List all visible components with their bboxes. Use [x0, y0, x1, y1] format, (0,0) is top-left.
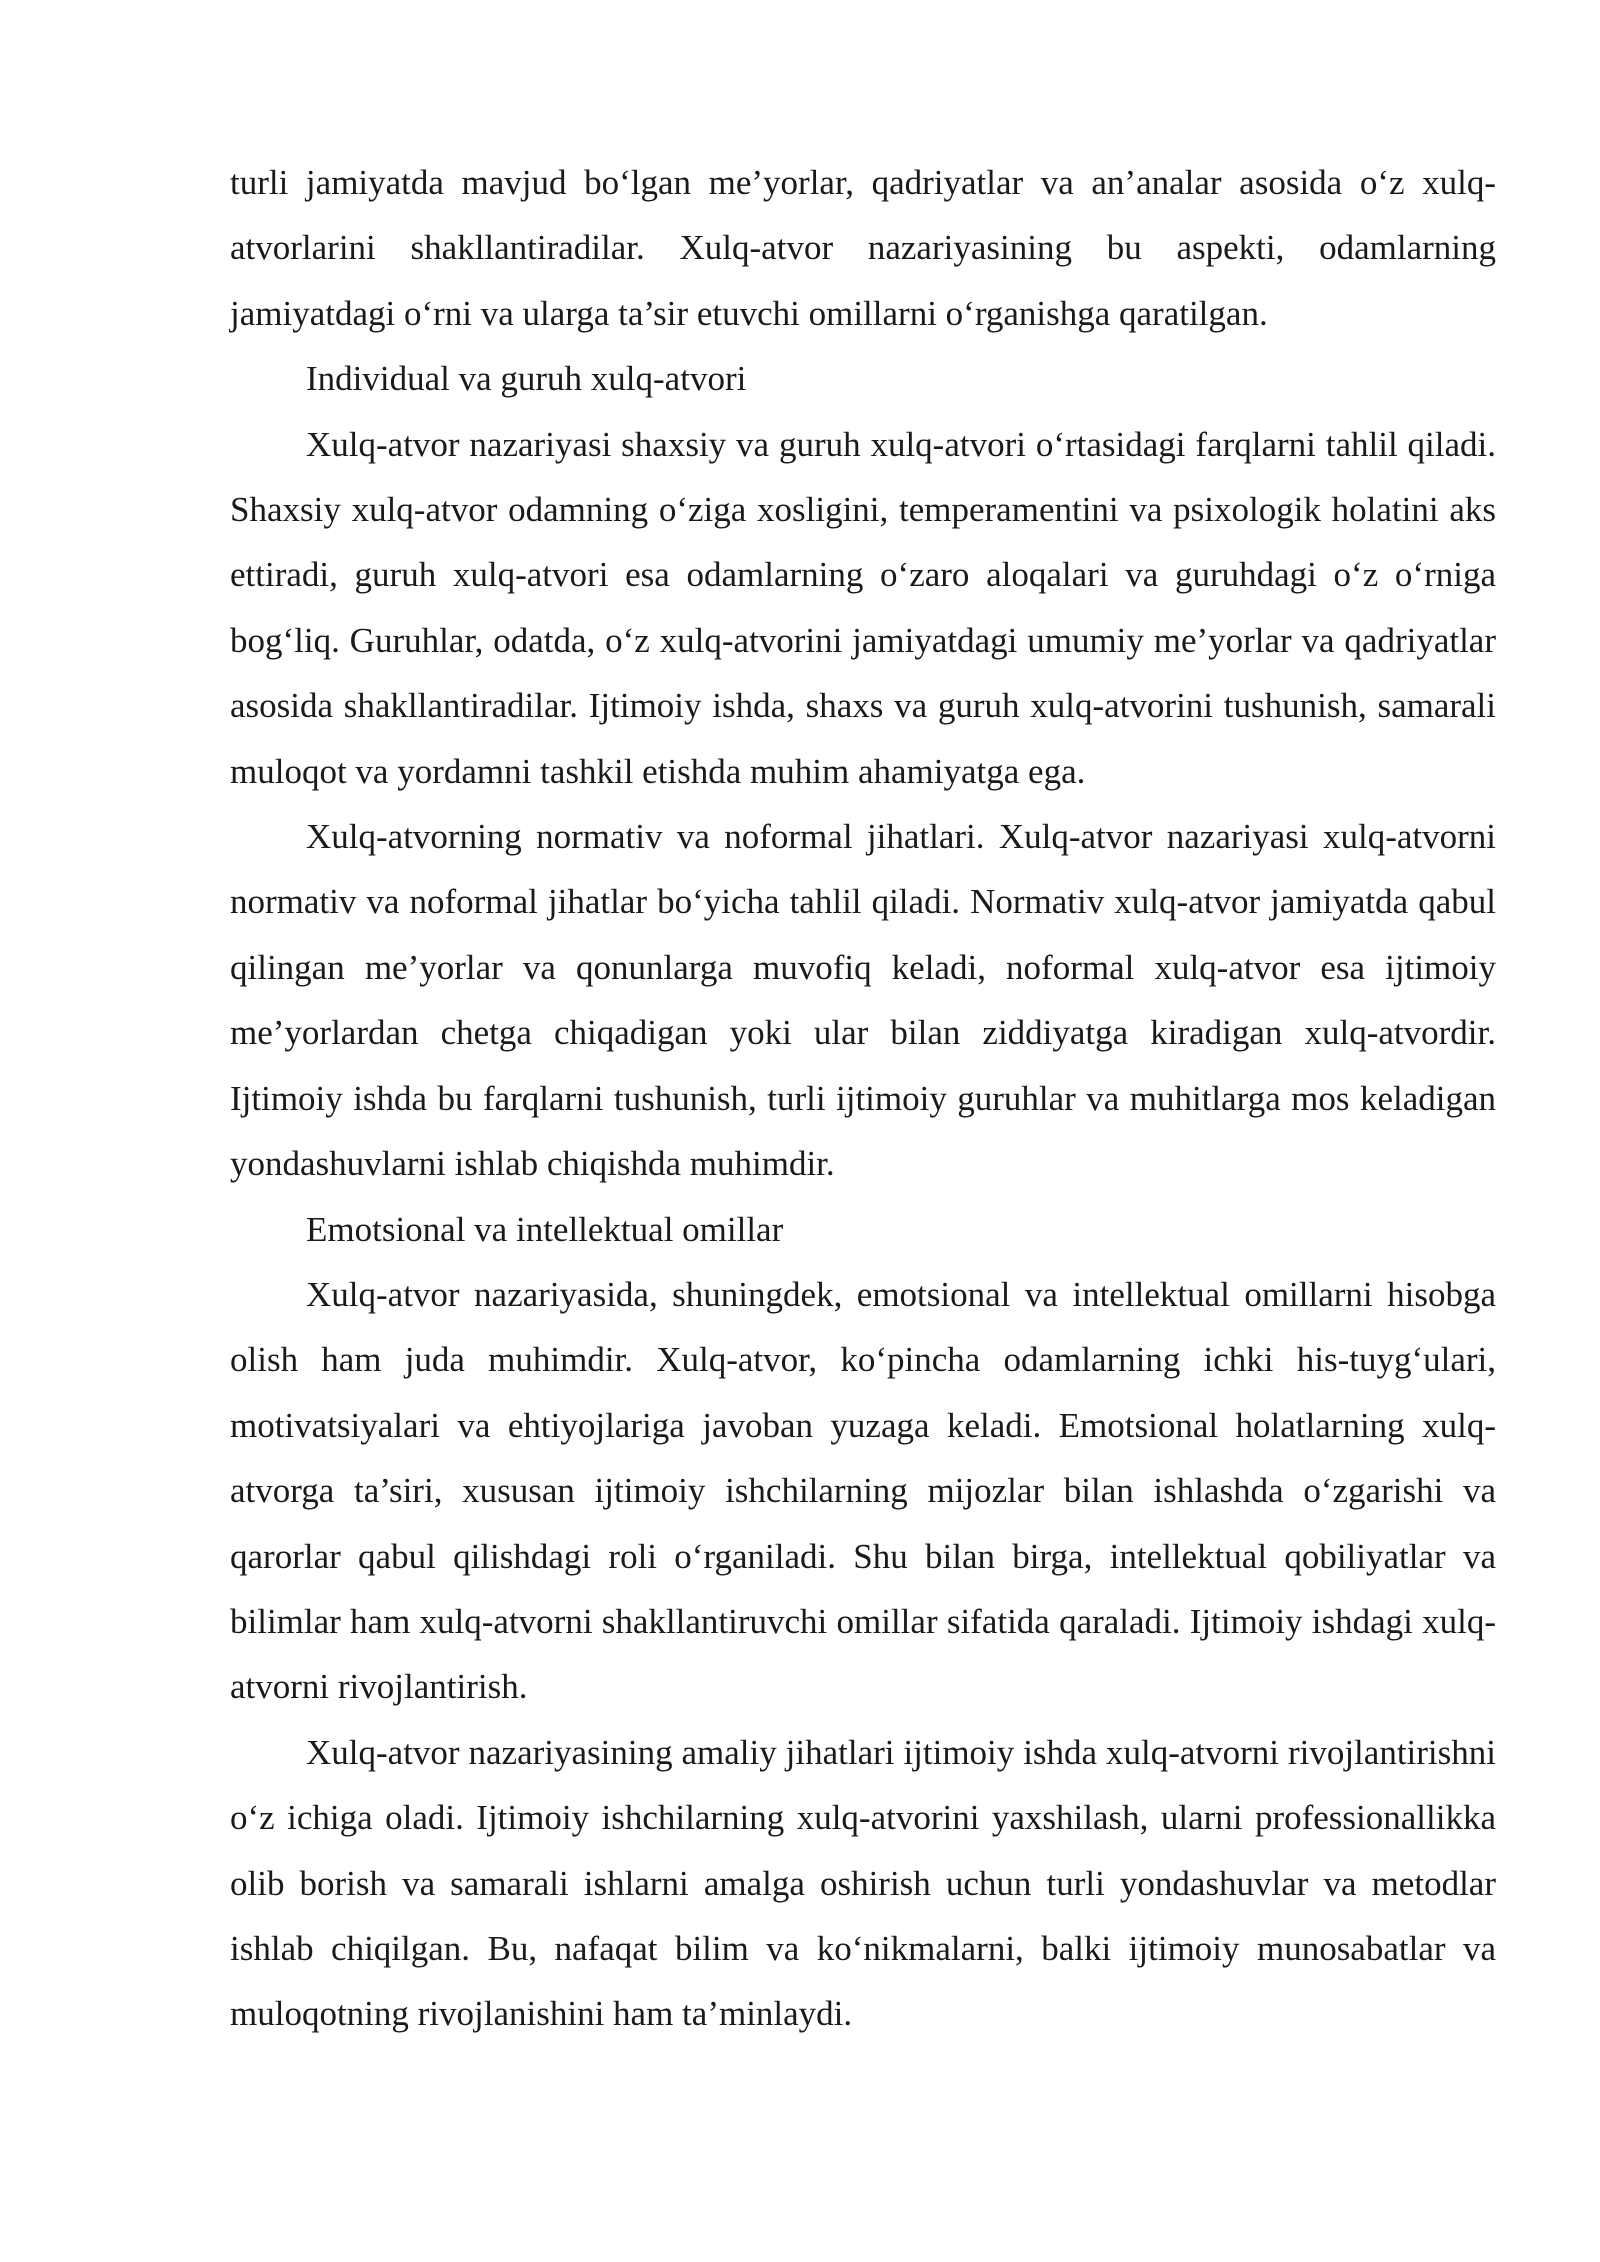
document-page	[230, 150, 1496, 2047]
paragraph-normative-informal: Xulq-atvorning normativ va noformal jihatlari. Xulq-atvor nazariyasi xulq-atvorni normativ va noformal jihatlar bo‘yicha tahlil qiladi. Normativ xulq-atvor jamiyatda qabul qilingan me’yorlar va qonunlarga muvofiq keladi, noformal xulq-atvor esa ijtimoiy me’yorlardan chetga chiqadigan yoki ular bilan ziddiyatga kiradigan xulq-atvordir. Ijtimoiy ishda bu farqlarni tushunish, turli ijtimoiy guruhlar va muhitlarga mos keladigan yondashuvlarni ishlab chiqishda muhimdir.	[230, 817, 1496, 1184]
heading-individual-group-behavior: Individual va guruh xulq-atvori	[306, 359, 747, 399]
heading-emotional-intellectual: Emotsional va intellektual omillar	[306, 1209, 784, 1249]
paragraph-individual-group: Xulq-atvor nazariyasi shaxsiy va guruh xulq-atvori o‘rtasidagi farqlarni tahlil qiladi. Shaxsiy xulq-atvor odamning o‘ziga xosligini, temperamentini va psixologik holatini aks ettiradi, guruh xulq-atvori esa odamlarning o‘zaro aloqalari va guruhdagi o‘z o‘rniga bog‘liq. Guruhlar, odatda, o‘z xulq-atvorini jamiyatdagi umumiy me’yorlar va qadriyatlar asosida shakllantiradilar. Ijtimoiy ishda, shaxs va guruh xulq-atvorini tushunish, samarali muloqot va yordamni tashkil etishda muhim ahamiyatga ega.	[230, 424, 1496, 791]
paragraph-practical-aspects: Xulq-atvor nazariyasining amaliy jihatlari ijtimoiy ishda xulq-atvorni rivojlantirishni o‘z ichiga oladi. Ijtimoiy ishchilarning xulq-atvorini yaxshilash, ularni professionallikka olib borish va samarali ishlarni amalga oshirish uchun turli yondashuvlar va metodlar ishlab chiqilgan. Bu, nafaqat bilim va ko‘nikmalarni, balki ijtimoiy munosabatlar va muloqotning rivojlanishini ham ta’minlaydi.	[230, 1732, 1496, 2034]
paragraph-continuation: turli jamiyatda mavjud bo‘lgan me’yorlar, qadriyatlar va an’analar asosida o‘z xulq-atvorlarini shakllantiradilar. Xulq-atvor nazariyasining bu aspekti, odamlarning jamiyatdagi o‘rni va ularga ta’sir etuvchi omillarni o‘rganishga qaratilgan.	[230, 163, 1496, 333]
paragraph-emotional-intellectual: Xulq-atvor nazariyasida, shuningdek, emotsional va intellektual omillarni hisobga olish ham juda muhimdir. Xulq-atvor, ko‘pincha odamlarning ichki his-tuyg‘ulari, motivatsiyalari va ehtiyojlariga javoban yuzaga keladi. Emotsional holatlarning xulq-atvorga ta’siri, xususan ijtimoiy ishchilarning mijozlar bilan ishlashda o‘zgarishi va qarorlar qabul qilishdagi roli o‘rganiladi. Shu bilan birga, intellektual qobiliyatlar va bilimlar ham xulq-atvorni shakllantiruvchi omillar sifatida qaraladi. Ijtimoiy ishdagi xulq-atvorni rivojlantirish.	[230, 1274, 1496, 1707]
